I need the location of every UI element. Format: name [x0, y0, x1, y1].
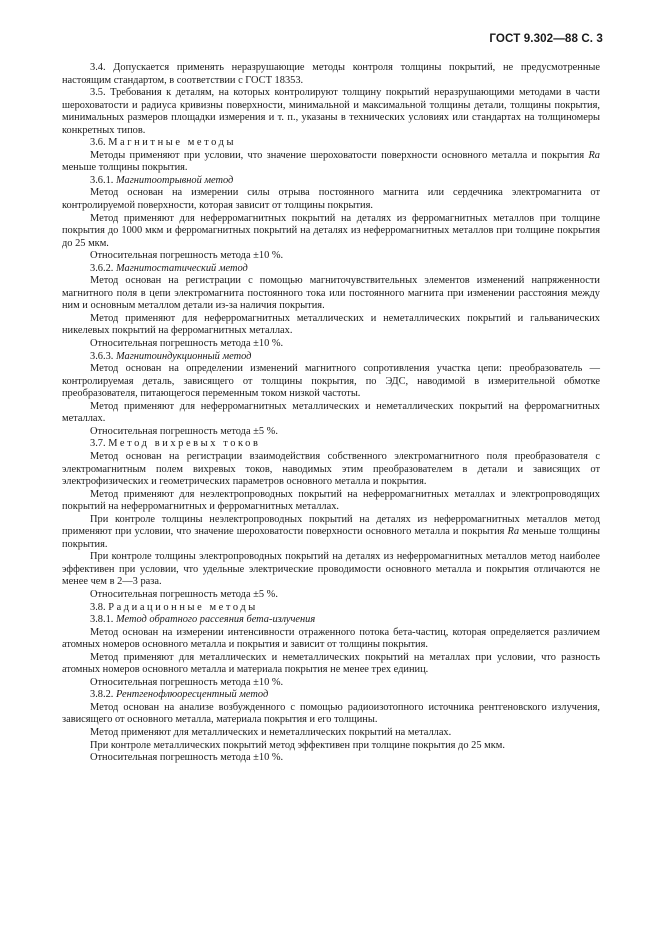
paragraph: Относительная погрешность метода ±10 %. — [90, 752, 284, 764]
section-title: Магнитные методы — [108, 137, 237, 149]
section-number: 3.8.2. — [90, 689, 114, 701]
paragraph-text: меньше толщины покрытия. — [62, 526, 601, 550]
paragraph: 3.4. Допускается применять неразрушающие методы контроля толщины покрытий, не предусмотренные настоящим стандартом, в соответствии с ГОСТ 18353. — [62, 62, 600, 86]
paragraph: Метод основан на регистрации с помощью магниточувствительных элементов изменений напряженности магнитного поля в цепи электромагнита постоянного тока или постоянного магнита при изменении расстояния между ним и основным металлом детали из-за наличия покрытия. — [62, 275, 600, 312]
section-heading — [62, 137, 600, 150]
section-number: 3.6.1. — [90, 174, 114, 186]
paragraph: Относительная погрешность метода ±10 %. — [90, 338, 284, 350]
section-number: 3.6.3. — [90, 350, 114, 362]
subsection-heading — [62, 263, 600, 276]
paragraph-text: Методы применяют при условии, что значение шероховатости поверхности основного металла и покрытия — [90, 149, 589, 161]
paragraph-text: При контроле толщины неэлектропроводных покрытий на деталях из неферромагнитных металлов метод применяют при условии, что значение шероховатости поверхности основного металла и покрытия — [62, 513, 600, 538]
paragraph: Метод применяют для неферромагнитных металлических и неметаллических покрытий на ферромагнитных металлах. — [62, 400, 600, 425]
paragraph: При контроле металлических покрытий метод эффективен при толщине покрытия до 25 мкм. — [90, 739, 505, 751]
section-title: Метод вихревых токов — [108, 438, 261, 450]
section-heading — [62, 438, 600, 451]
section-title: Метод обратного рассеяния бета-излучения — [116, 614, 316, 626]
section-heading — [62, 602, 600, 615]
paragraph-text: меньше толщины покрытия. — [62, 162, 188, 174]
paragraph: Относительная погрешность метода ±10 %. — [90, 676, 284, 688]
roughness-symbol: Ra — [507, 526, 520, 538]
paragraph: 3.5. Требования к деталям, на которых контролируют толщину покрытий неразрушающими методами в части шероховатости и радиуса кривизны поверхности, минимальной и максимальной толщины детали, толщины покрытия, минимальных размеров площадки измерения и т. п., указаны в технических условиях или стандартах на толщиномеры конкретных типов. — [62, 87, 600, 136]
paragraph: Относительная погрешность метода ±5 %. — [90, 588, 278, 600]
section-title: Магнитоиндукционный метод — [116, 350, 252, 362]
section-number: 3.6. — [90, 137, 106, 149]
paragraph: Метод основан на регистрации взаимодействия собственного электромагнитного поля преобразователя с электромагнитным полем вихревых токов, наводимых этим преобразователем в детали и зависящих от электрофизических и геометрических параметров основного металла и покрытия. — [62, 450, 600, 488]
paragraph: Метод применяют для неэлектропроводных покрытий на неферромагнитных металлах и электропроводящих покрытий на неферромагнитных и ферромагнитных металлах. — [62, 488, 600, 513]
paragraph: Метод применяют для неферромагнитных покрытий на деталях из ферромагнитных металлов при толщине покрытия до 1000 мкм и ферромагнитных покрытий на деталях из неферромагнитных металлов при толщине покрытия до 25 мкм. — [62, 212, 600, 249]
paragraph: Метод применяют для металлических и неметаллических покрытий на металлах. — [90, 726, 452, 738]
paragraph: Метод основан на определении изменений магнитного сопротивления участка цепи: преобразователь — контролируемая деталь, зависящего от толщины покрытия, по ЭДС, наводимой в измерительной обмотке преобразователя, питающегося переменным током низкой частоты. — [62, 363, 600, 400]
section-title: Радиационные методы — [108, 601, 258, 613]
paragraph: При контроле толщины электропроводных покрытий на деталях из неферромагнитных металлов метод наиболее эффективен при условии, что удельные электрические проводимости основного металла и покрытия отличаются не менее чем в 2—3 раза. — [62, 551, 600, 588]
section-title: Рентгенофлюоресцентный метод — [116, 689, 269, 701]
paragraph: Метод основан на измерении силы отрыва постоянного магнита или сердечника электромагнита от контролируемой поверхности, которая зависит от толщины покрытия. — [62, 187, 600, 212]
subsection-heading — [62, 175, 600, 188]
page-header: ГОСТ 9.302—88 С. 3 — [489, 32, 603, 45]
section-number: 3.8.1. — [90, 614, 114, 626]
paragraph: Метод применяют для металлических и неметаллических покрытий на металлах при условии, что разность атомных номеров основного металла и материала покрытия не менее трех единиц. — [62, 651, 600, 676]
paragraph — [62, 514, 600, 552]
paragraph: Метод основан на анализе возбужденного с помощью радиоизотопного источника рентгеновского излучения, зависящего от основного металла, материала покрытия и его толщины. — [62, 701, 600, 726]
subsection-heading — [62, 689, 600, 702]
paragraph: Метод основан на измерении интенсивности отраженного потока бета-частиц, которая определяется различием атомных номеров основного металла и покрытия и зависит от толщины покрытия. — [62, 626, 600, 651]
section-number: 3.6.2. — [90, 262, 114, 274]
document-body — [62, 62, 600, 765]
paragraph — [62, 150, 600, 175]
section-title: Магнитостатический метод — [116, 262, 248, 274]
section-number: 3.8. — [90, 601, 106, 613]
paragraph: Относительная погрешность метода ±5 %. — [90, 425, 278, 437]
section-number: 3.7. — [90, 438, 106, 450]
paragraph: Метод применяют для неферромагнитных металлических и неметаллических покрытий и гальванических никелевых покрытий на ферромагнитных металлах. — [62, 312, 600, 337]
subsection-heading — [62, 351, 600, 364]
paragraph: Относительная погрешность метода ±10 %. — [90, 250, 284, 262]
roughness-symbol: Ra — [588, 149, 600, 161]
section-title: Магнитоотрывной метод — [116, 174, 234, 186]
subsection-heading — [62, 614, 600, 627]
